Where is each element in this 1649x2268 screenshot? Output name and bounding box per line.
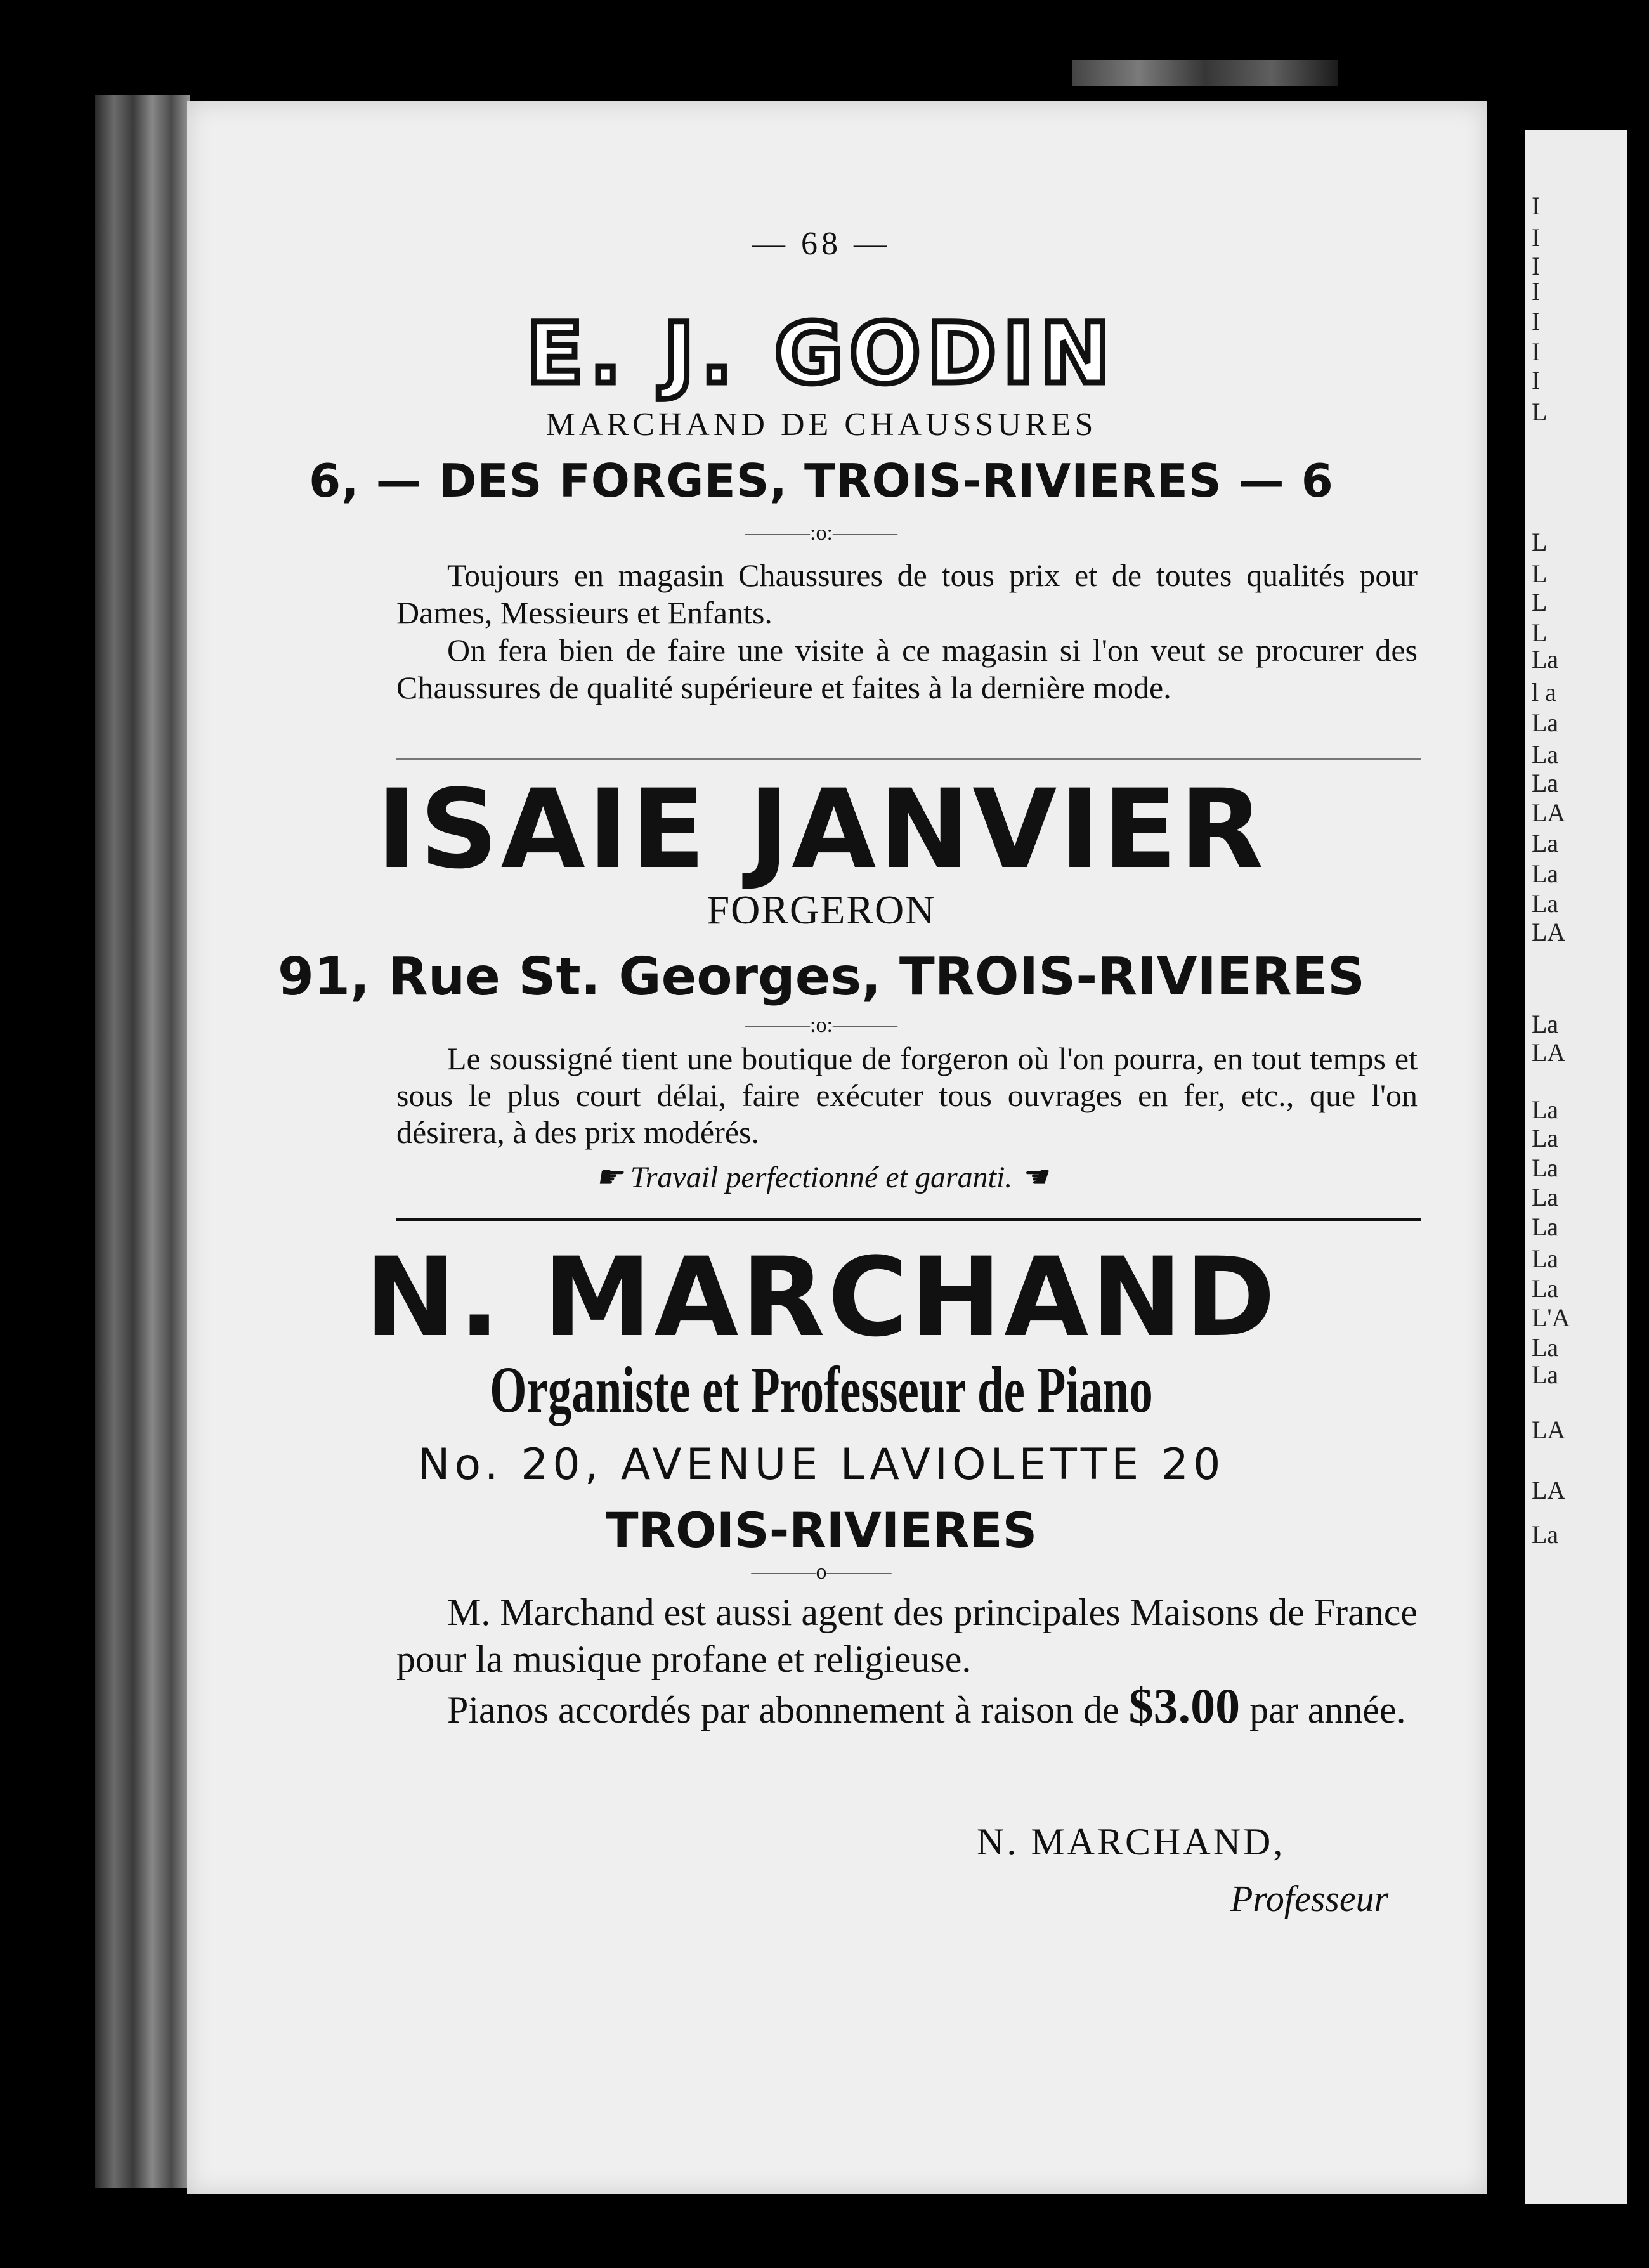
- ad2-slogan-line: [209, 1159, 1433, 1195]
- ad1-body: [396, 557, 1418, 707]
- adjacent-page-fragment: La: [1532, 1154, 1559, 1182]
- pointing-hand-right-icon: ☛: [595, 1161, 630, 1194]
- adjacent-page-fragment: La: [1532, 1183, 1559, 1211]
- adjacent-page-fragment: L: [1532, 398, 1548, 426]
- ad2-paragraph-1: Le soussigné tient une boutique de forgeron où l'on pourra, en tout temps et sous le plus court délai, faire exécuter tous ouvrages en fer, etc., que l'on désirera, à des prix modérés.: [396, 1041, 1418, 1150]
- ad3-city: TROIS-RIVIERES: [605, 1502, 1038, 1558]
- adjacent-page-fragment: La: [1532, 1520, 1559, 1549]
- ad2-address: 91, Rue St. Georges, TROIS-RIVIERES: [277, 947, 1365, 1007]
- ad2-body: [396, 1040, 1418, 1150]
- ad3-address: No. 20, AVENUE LAVIOLETTE 20: [417, 1440, 1225, 1490]
- ad3-paragraph-2-end: par année.: [1249, 1689, 1406, 1731]
- adjacent-page-fragment: L'A: [1532, 1303, 1570, 1332]
- adjacent-page-fragment: L: [1532, 618, 1548, 647]
- ad1-name: E. J. GODIN: [526, 305, 1117, 403]
- book-binding: [95, 95, 190, 2188]
- ad3-paragraph-2-text: Pianos accordés par abonnement à raison de: [447, 1689, 1119, 1731]
- adjacent-page-fragment: La: [1532, 708, 1559, 737]
- adjacent-page-fragment: I: [1532, 307, 1541, 336]
- ad3-paragraph-2: [396, 1678, 1418, 1733]
- divider: [396, 758, 1421, 760]
- ad3-price: $3.00: [1128, 1678, 1241, 1733]
- adjacent-page-fragment: I: [1532, 366, 1541, 394]
- adjacent-page-fragment: La: [1532, 1244, 1559, 1273]
- ad1-trade: MARCHAND DE CHAUSSURES: [545, 407, 1097, 443]
- ad3-trade-wrap: [209, 1353, 1433, 1426]
- adjacent-page-fragment: LA: [1532, 1038, 1566, 1067]
- adjacent-page-fragment: I: [1532, 223, 1541, 252]
- ad1-paragraph-1: Toujours en magasin Chaussures de tous prix et de toutes qualités pour Dames, Messieurs et Enfants.: [396, 557, 1418, 630]
- adjacent-page-fragment: La: [1532, 1095, 1559, 1124]
- adjacent-page-fragment: I: [1532, 252, 1541, 280]
- ad2-name: ISAIE JANVIER: [376, 766, 1267, 893]
- adjacent-page-fragment: I: [1532, 277, 1541, 306]
- adjacent-page-fragment: LA: [1532, 918, 1566, 946]
- ad1-paragraph-2: On fera bien de faire une visite à ce magasin si l'on veut se procurer des Chaussures de qualité supérieure et faites à la dernière mode.: [396, 632, 1418, 705]
- adjacent-page-fragment: La: [1532, 1124, 1559, 1152]
- adjacent-page-fragment: La: [1532, 1333, 1559, 1362]
- ad3-separator: ———o———: [751, 1560, 892, 1584]
- adjacent-page-fragment: LA: [1532, 1416, 1566, 1444]
- adjacent-page-fragment: I: [1532, 337, 1541, 366]
- ad3-body: [396, 1589, 1418, 1733]
- adjacent-page-fragment: LA: [1532, 798, 1566, 827]
- ad2-separator: ———:o:———: [745, 1013, 897, 1037]
- adjacent-page-fragment: La: [1532, 1360, 1559, 1389]
- ad2-trade: FORGERON: [707, 887, 936, 932]
- ad3-paragraph-1: M. Marchand est aussi agent des principales Maisons de France pour la musique profane et religieuse.: [396, 1591, 1418, 1680]
- adjacent-page-fragment: L: [1532, 559, 1548, 588]
- adjacent-page-fragment: La: [1532, 859, 1559, 888]
- adjacent-page-fragment: La: [1532, 889, 1559, 918]
- adjacent-page-fragment: La: [1532, 769, 1559, 797]
- ad3-trade: Organiste et Professeur de Piano: [490, 1353, 1153, 1426]
- ad1-separator: ———:o:———: [745, 521, 897, 545]
- adjacent-page-fragment: La: [1532, 1274, 1559, 1303]
- page-number: — 68 —: [752, 226, 890, 262]
- ad3-signature: N. MARCHAND,: [977, 1821, 1286, 1863]
- ad3-signature-title: Professeur: [1230, 1878, 1389, 1919]
- divider: [396, 1218, 1421, 1221]
- adjacent-page-fragment: l a: [1532, 678, 1556, 707]
- ad1-address: 6, — DES FORGES, TROIS-RIVIERES — 6: [309, 454, 1334, 507]
- adjacent-page-fragment: La: [1532, 645, 1559, 674]
- adjacent-page-fragment: I: [1532, 192, 1541, 220]
- pointing-hand-left-icon: ☚: [1012, 1161, 1048, 1194]
- adjacent-page-fragment: L: [1532, 528, 1548, 556]
- adjacent-page-fragment: La: [1532, 1213, 1559, 1241]
- adjacent-page-fragment: L: [1532, 588, 1548, 616]
- ad3-name: N. MARCHAND: [365, 1234, 1278, 1361]
- ad2-slogan: Travail perfectionné et garanti.: [630, 1161, 1013, 1194]
- adjacent-page-edge: [1525, 130, 1627, 2204]
- adjacent-page-fragment: La: [1532, 1010, 1559, 1038]
- adjacent-page-fragment: LA: [1532, 1476, 1566, 1504]
- adjacent-page-fragment: La: [1532, 829, 1559, 857]
- adjacent-page-fragment: La: [1532, 740, 1559, 769]
- scan-smudge: [1072, 60, 1338, 86]
